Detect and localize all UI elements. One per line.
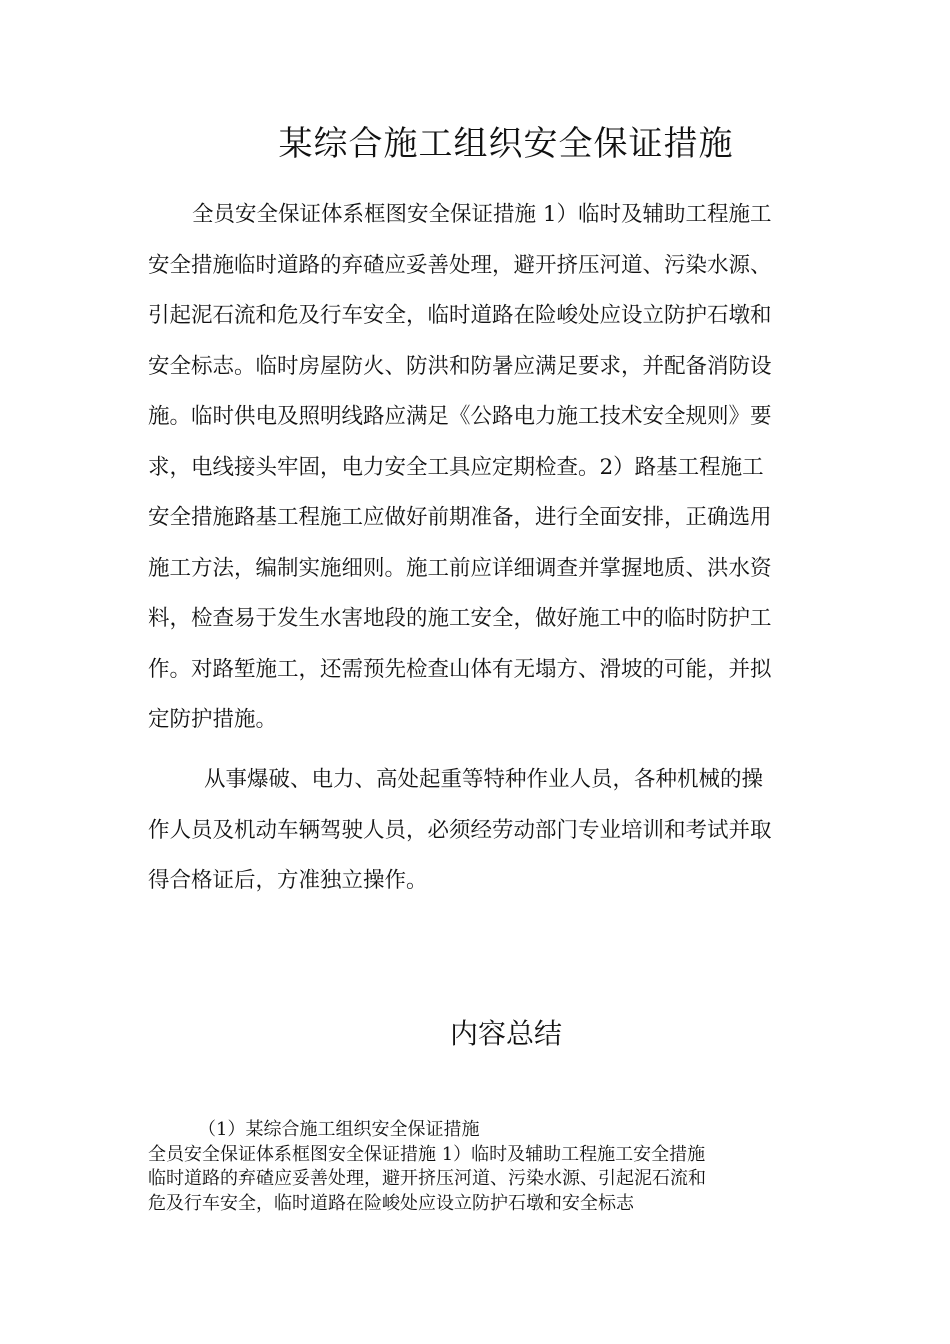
paragraph-line: 全员安全保证体系框图安全保证措施 1）临时及辅助工程施工 [192, 202, 772, 227]
paragraph-line: 得合格证后，方准独立操作。 [148, 868, 428, 893]
paragraph-line: 从事爆破、电力、高处起重等特种作业人员，各种机械的操 [204, 767, 764, 792]
paragraph-line: 安全标志。临时房屋防火、防洪和防暑应满足要求，并配备消防设 [148, 353, 772, 379]
paragraph-line: 作人员及机动车辆驾驶人员，必须经劳动部门专业培训和考试并取 [148, 817, 772, 843]
paragraph-line: 安全措施临时道路的弃碴应妥善处理，避开挤压河道、污染水源、 [148, 252, 772, 278]
paragraph-line: 引起泥石流和危及行车安全，临时道路在险峻处应设立防护石墩和 [148, 303, 772, 328]
paragraph-line: 施。临时供电及照明线路应满足《公路电力施工技术安全规则》要 [148, 404, 772, 429]
paragraph-line: 定防护措施。 [148, 707, 278, 732]
summary-line: 全员安全保证体系框图安全保证措施 1）临时及辅助工程施工安全措施 [148, 1143, 706, 1165]
paragraph-line: 料，检查易于发生水害地段的施工安全，做好施工中的临时防护工 [148, 606, 772, 631]
summary-line: 临时道路的弃碴应妥善处理，避开挤压河道、污染水源、引起泥石流和 [148, 1168, 706, 1189]
document-title: 某综合施工组织安全保证措施 [278, 124, 734, 164]
paragraph-line: 作。对路堑施工，还需预先检查山体有无塌方、滑坡的可能，并拟 [148, 656, 772, 682]
summary-heading: 内容总结 [449, 1017, 562, 1050]
paragraph-line: 安全措施路基工程施工应做好前期准备，进行全面安排，正确选用 [148, 505, 772, 530]
summary-text [148, 1118, 808, 1216]
summary-line: 危及行车安全，临时道路在险峻处应设立防护石墩和安全标志 [148, 1192, 634, 1214]
paragraph-line: 施工方法，编制实施细则。施工前应详细调查并掌握地质、洪水资 [148, 555, 772, 581]
paragraph-1 [148, 190, 798, 746]
summary-line: （1）某综合施工组织安全保证措施 [198, 1119, 480, 1140]
paragraph-line: 求，电线接头牢固，电力安全工具应定期检查。2）路基工程施工 [148, 454, 764, 480]
paragraph-2 [148, 755, 798, 907]
